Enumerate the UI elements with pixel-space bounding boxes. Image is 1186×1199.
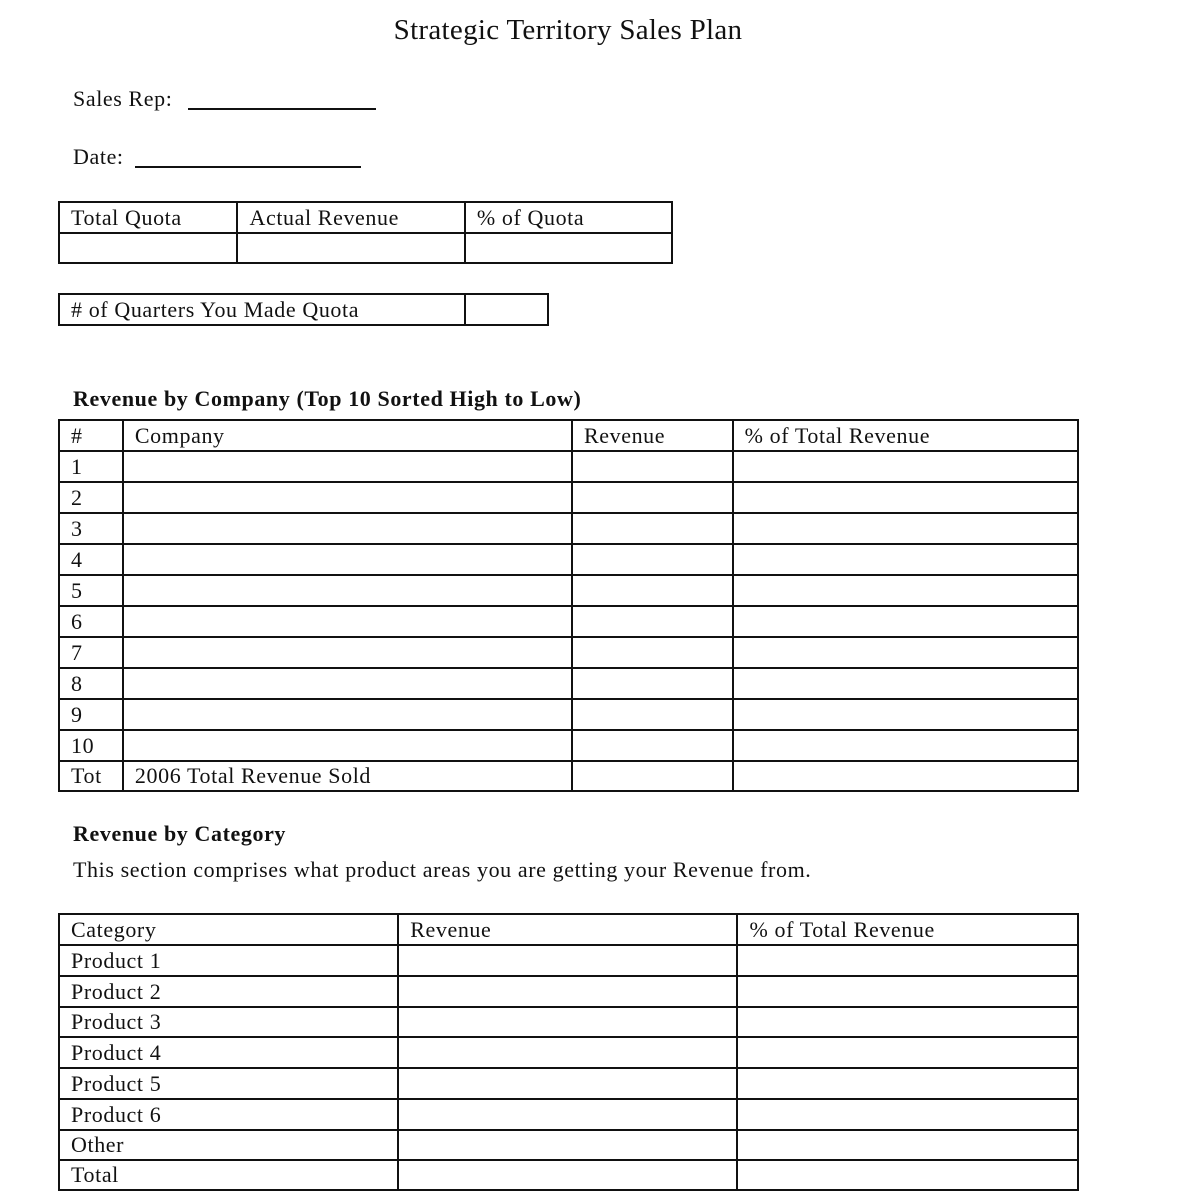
company-section-heading: Revenue by Company (Top 10 Sorted High to Low) xyxy=(73,386,582,411)
company-cell[interactable] xyxy=(123,699,572,730)
table-row xyxy=(59,451,1078,482)
header-percent-of-quota: % of Quota xyxy=(465,202,672,233)
percent-cell[interactable] xyxy=(733,668,1078,699)
table-row xyxy=(59,699,1078,730)
revenue-cell[interactable] xyxy=(572,606,733,637)
table-row xyxy=(59,606,1078,637)
percent-cell[interactable] xyxy=(733,730,1078,761)
row-number: 9 xyxy=(59,699,123,730)
header-revenue: Revenue xyxy=(398,914,737,945)
row-number: 6 xyxy=(59,606,123,637)
quarters-made-quota-label: # of Quarters You Made Quota xyxy=(59,294,465,325)
date-label: Date: xyxy=(73,144,124,169)
header-company: Company xyxy=(123,420,572,451)
company-cell[interactable] xyxy=(123,544,572,575)
category-label: Other xyxy=(59,1130,398,1160)
category-label: Product 6 xyxy=(59,1099,398,1130)
category-section-description: This section comprises what product areas you are getting your Revenue from. xyxy=(73,857,812,882)
row-number: 8 xyxy=(59,668,123,699)
quarters-table xyxy=(58,293,549,326)
total-quota-cell[interactable] xyxy=(59,233,237,263)
quota-table xyxy=(58,201,673,264)
table-row xyxy=(59,1068,1078,1099)
revenue-cell[interactable] xyxy=(398,1037,737,1068)
percent-cell[interactable] xyxy=(733,482,1078,513)
percent-cell[interactable] xyxy=(737,1160,1078,1190)
company-cell[interactable] xyxy=(123,730,572,761)
percent-cell[interactable] xyxy=(737,1099,1078,1130)
revenue-cell[interactable] xyxy=(398,1099,737,1130)
table-row xyxy=(59,976,1078,1007)
sales-rep-label: Sales Rep: xyxy=(73,86,173,111)
category-label: Product 4 xyxy=(59,1037,398,1068)
percent-cell[interactable] xyxy=(737,1130,1078,1160)
page-title: Strategic Territory Sales Plan xyxy=(393,14,743,46)
table-row xyxy=(59,668,1078,699)
percent-of-quota-cell[interactable] xyxy=(465,233,672,263)
percent-cell[interactable] xyxy=(737,1037,1078,1068)
table-row xyxy=(59,544,1078,575)
percent-cell[interactable] xyxy=(733,513,1078,544)
category-revenue-table xyxy=(58,913,1079,1191)
company-cell[interactable] xyxy=(123,482,572,513)
header-actual-revenue: Actual Revenue xyxy=(237,202,464,233)
total-row xyxy=(59,761,1078,791)
total-row xyxy=(59,1160,1078,1190)
category-label: Product 5 xyxy=(59,1068,398,1099)
revenue-cell[interactable] xyxy=(398,1130,737,1160)
header-rank: # xyxy=(59,420,123,451)
table-row xyxy=(59,1007,1078,1037)
category-label: Product 2 xyxy=(59,976,398,1007)
revenue-cell[interactable] xyxy=(572,513,733,544)
company-cell[interactable] xyxy=(123,575,572,606)
actual-revenue-cell[interactable] xyxy=(237,233,464,263)
revenue-cell[interactable] xyxy=(572,730,733,761)
revenue-cell[interactable] xyxy=(572,544,733,575)
row-number: 2 xyxy=(59,482,123,513)
table-row xyxy=(59,513,1078,544)
company-cell[interactable] xyxy=(123,451,572,482)
table-header-row xyxy=(59,914,1078,945)
total-revenue-cell[interactable] xyxy=(572,761,733,791)
table-row xyxy=(59,575,1078,606)
header-total-quota: Total Quota xyxy=(59,202,237,233)
revenue-cell[interactable] xyxy=(572,451,733,482)
percent-cell[interactable] xyxy=(733,699,1078,730)
row-number: 3 xyxy=(59,513,123,544)
revenue-cell[interactable] xyxy=(398,1160,737,1190)
company-cell[interactable] xyxy=(123,637,572,668)
date-field[interactable] xyxy=(135,166,361,168)
revenue-cell[interactable] xyxy=(572,637,733,668)
sales-rep-field[interactable] xyxy=(188,108,376,110)
table-header-row xyxy=(59,420,1078,451)
category-label: Product 1 xyxy=(59,945,398,976)
revenue-cell[interactable] xyxy=(572,668,733,699)
revenue-cell[interactable] xyxy=(398,945,737,976)
percent-cell[interactable] xyxy=(737,1007,1078,1037)
row-number: 10 xyxy=(59,730,123,761)
percent-cell[interactable] xyxy=(733,544,1078,575)
company-cell[interactable] xyxy=(123,606,572,637)
table-row xyxy=(59,482,1078,513)
row-number: 1 xyxy=(59,451,123,482)
revenue-cell[interactable] xyxy=(398,1068,737,1099)
header-percent-total-revenue: % of Total Revenue xyxy=(737,914,1078,945)
revenue-cell[interactable] xyxy=(398,1007,737,1037)
revenue-cell[interactable] xyxy=(398,976,737,1007)
percent-cell[interactable] xyxy=(733,637,1078,668)
header-revenue: Revenue xyxy=(572,420,733,451)
percent-cell[interactable] xyxy=(737,945,1078,976)
table-row xyxy=(59,945,1078,976)
revenue-cell[interactable] xyxy=(572,482,733,513)
row-number: 7 xyxy=(59,637,123,668)
category-label: Total xyxy=(59,1160,398,1190)
total-row-label: Tot xyxy=(59,761,123,791)
percent-cell[interactable] xyxy=(737,1068,1078,1099)
header-category: Category xyxy=(59,914,398,945)
company-cell[interactable] xyxy=(123,513,572,544)
company-cell[interactable] xyxy=(123,668,572,699)
table-row xyxy=(59,1099,1078,1130)
table-row xyxy=(59,1037,1078,1068)
table-row xyxy=(59,730,1078,761)
total-row-description: 2006 Total Revenue Sold xyxy=(123,761,572,791)
percent-cell[interactable] xyxy=(733,451,1078,482)
header-percent-total-revenue: % of Total Revenue xyxy=(733,420,1078,451)
revenue-cell[interactable] xyxy=(572,699,733,730)
percent-cell[interactable] xyxy=(733,606,1078,637)
percent-cell[interactable] xyxy=(737,976,1078,1007)
row-number: 4 xyxy=(59,544,123,575)
row-number: 5 xyxy=(59,575,123,606)
category-section-heading: Revenue by Category xyxy=(73,821,287,846)
percent-cell[interactable] xyxy=(733,575,1078,606)
quarters-made-quota-cell[interactable] xyxy=(465,294,548,325)
table-row xyxy=(59,1130,1078,1160)
revenue-cell[interactable] xyxy=(572,575,733,606)
total-percent-cell[interactable] xyxy=(733,761,1078,791)
company-revenue-table xyxy=(58,419,1079,792)
category-label: Product 3 xyxy=(59,1007,398,1037)
table-row xyxy=(59,637,1078,668)
